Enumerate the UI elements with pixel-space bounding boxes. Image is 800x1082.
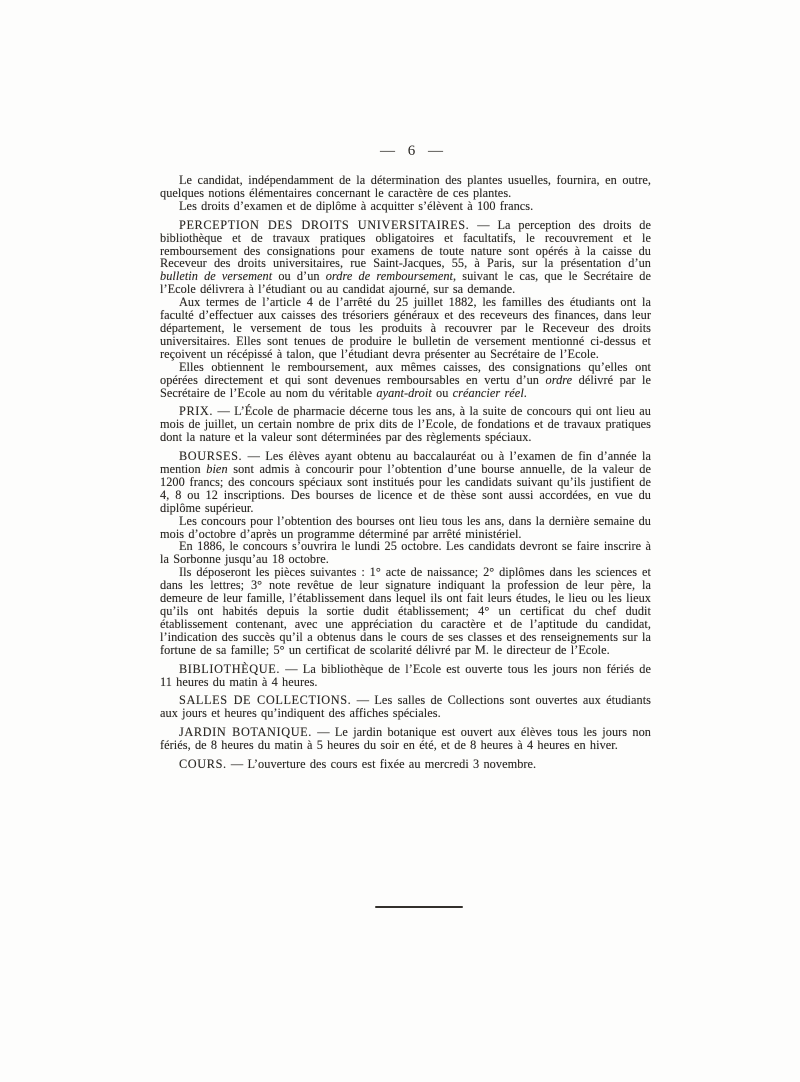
text-run: — L’École de pharmacie décerne tous les ans, à la suite de concours qui ont lieu au mois de juillet, un certain nombre de prix dits de l’Ecole, de fondations et de travaux pratiques dont la nature et la valeur sont déterminées par des règlements spéciaux. [160, 404, 651, 445]
text-run: ordre [545, 372, 573, 387]
text-run: — La perception des droits de bibliothèque et de travaux pratiques obligatoires et facultatifs, le recouvrement et le remboursement des consignations pour examens de toute nature sont opérés à la caisse du Receveur des droits universitaires, rue Saint-Jacques, 55, à Paris, sur la présentation d’un [160, 217, 651, 271]
text-run: . [523, 385, 527, 400]
text-run: — La bibliothèque de l’Ecole est ouverte tous les jours non fériés de 11 heures du matin à 4 heures. [160, 661, 651, 689]
page-number: — 6 — [380, 143, 444, 159]
section-heading: SALLES DE COLLECTIONS. [179, 693, 352, 708]
text-run: bien [206, 462, 228, 477]
text-run: sont admis à concourir pour l’obtention d’une bourse annuelle, de la valeur de 1200 francs; des concours spéciaux sont institués pour les candidats suivant qu’ils justifient de 4, 8 ou 12 inscriptions. Des bourses de licence et de thèse sont aussi accordées, en vue du diplôme supérieur. [160, 462, 651, 515]
text-column [160, 174, 651, 771]
section-heading: PRIX. [179, 404, 214, 419]
section-perception-des-droits [160, 219, 651, 296]
paragraph-concours-bourses [160, 515, 651, 541]
section-heading: PERCEPTION DES DROITS UNIVERSITAIRES. [179, 217, 470, 232]
section-salles-de-collections [160, 694, 651, 720]
text-run: ou d’un [272, 269, 326, 284]
text-run: — Le jardin botanique est ouvert aux élèves tous les jours non fériés, de 8 heures du matin à 5 heures du soir en été, et de 8 heures à 4 heures en hiver. [160, 725, 651, 753]
section-heading: JARDIN BOTANIQUE. [179, 725, 312, 740]
text-run: Le candidat, indépendamment de la détermination des plantes usuelles, fournira, en outre, quelques notions élémentaires concernant le caractère de ces plantes. [160, 173, 651, 200]
text-run: créancier réel [452, 385, 524, 400]
text-run: délivré par le Secrétaire de l’Ecole au nom du véritable [160, 372, 651, 400]
text-run: ordre de remboursement [325, 269, 454, 284]
text-run: Les droits d’examen et de diplôme à acquitter s’élèvent à 100 francs. [179, 198, 534, 213]
section-prix [160, 405, 651, 444]
paragraph-pieces-a-deposer [160, 566, 651, 656]
end-rule [375, 906, 463, 908]
text-run: , suivant le cas, que le Secrétaire de l’Ecole délivrera à l’étudiant ou au candidat ajourné, sur sa demande. [160, 269, 652, 297]
text-run: — L’ouverture des cours est fixée au mercredi 3 novembre. [226, 757, 537, 772]
paragraph-concours-1886 [160, 540, 651, 566]
text-run: Ils déposeront les pièces suivantes : 1° acte de naissance; 2° diplômes dans les sciences et dans les lettres; 3° note revêtue de leur signature indiquant la profession de leur père, la demeure de leur famille, l’établissement dans lequel ils ont fait leurs études, le lieu ou les lieux qu’ils ont habités depuis la sortie dudit établissement; 4° un certificat du chef dudit établissement contenant, avec une appréciation du caractère et de l’aptitude du candidat, l’indication des succès qu’il a obtenus dans le cours de ses classes et des renseignements sur la fortune de sa famille; 5° un certificat de scolarité délivré par M. le directeur de l’Ecole. [160, 565, 651, 657]
paragraph-candidat [160, 174, 651, 200]
text-run: Les concours pour l’obtention des bourses ont lieu tous les ans, dans la dernière semaine du mois d’octobre d’après un programme déterminé par arrêté ministériel. [160, 513, 651, 541]
text-run: Elles obtiennent le remboursement, aux mêmes caisses, des consignations qu’elles ont opérées directement et qui sont devenues remboursables en vertu d’un [160, 359, 651, 387]
paragraph-remboursement [160, 361, 651, 400]
section-heading: BOURSES. [179, 449, 243, 464]
text-run: — Les élèves ayant obtenu au baccalauréat ou à l’examen de fin d’année la mention [160, 449, 651, 477]
section-cours [160, 758, 651, 771]
text-run: bulletin de versement [160, 269, 273, 284]
text-run: — Les salles de Collections sont ouvertes aux étudiants aux jours et heures qu’indiquent des affiches spéciales. [160, 693, 651, 721]
text-run: ayant-droit [376, 385, 432, 400]
section-jardin-botanique [160, 726, 651, 752]
section-heading: BIBLIOTHÈQUE. [179, 661, 281, 676]
text-run: En 1886, le concours s’ouvrira le lundi 25 octobre. Les candidats devront se faire inscrire à la Sorbonne jusqu’au 18 octobre. [160, 539, 651, 567]
section-bourses [160, 450, 651, 515]
paragraph-arrete-1882 [160, 296, 651, 361]
section-bibliotheque [160, 663, 651, 689]
text-run: Aux termes de l’article 4 de l’arrêté du 25 juillet 1882, les familles des étudiants ont la faculté d’effectuer aux caisses des trésoriers généraux et des receveurs des finances, dans leur département, le versement de tous les produits à recouvrer par le Receveur des droits universitaires. Elles sont tenues de produire le bulletin de versement mentionné ci-dessus et reçoivent un récépissé à talon, que l’étudiant devra présenter au Secrétaire de l’Ecole. [160, 295, 651, 361]
paragraph-droits-examen [160, 200, 651, 213]
text-run: ou [431, 385, 453, 400]
section-heading: COURS. [179, 757, 227, 772]
